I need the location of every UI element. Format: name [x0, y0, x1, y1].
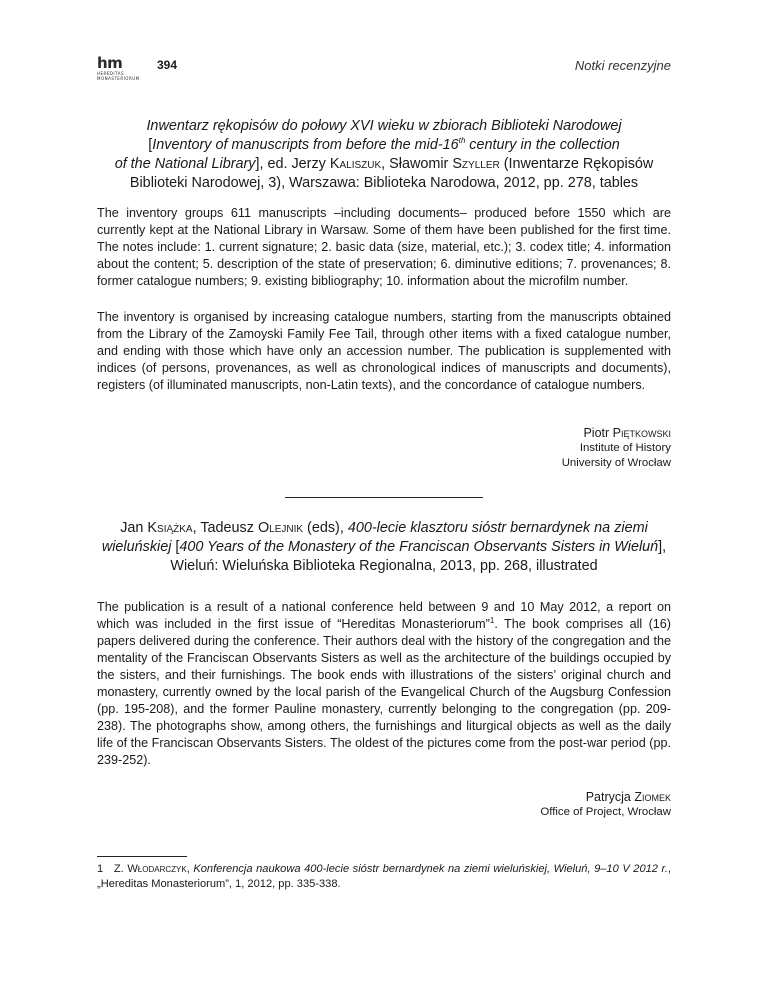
- publication-info: Wieluń: Wieluńska Biblioteka Regionalna, 2013, pp. 268, illustrated: [170, 558, 598, 574]
- series-start: (Inwentarze Rękopisów: [499, 156, 654, 172]
- footnote-author-surname: Włodarczyk: [127, 863, 187, 875]
- review1-title: [97, 117, 671, 193]
- author-first-name: Patrycja: [585, 790, 635, 804]
- page-number: 394: [157, 58, 178, 72]
- editor-intro: ], ed. Jerzy: [255, 156, 330, 172]
- affiliation-2: University of Wrocław: [561, 457, 671, 469]
- review1-paragraph-1: The inventory groups 611 manuscripts –including documents– produced before 1550 which are currently kept at the National Library in Warsaw. Some of them have been published for the first time. The notes include: 1. current signature; 2. basic data (size, material, etc.); 3. codex title; 4. information about the content; 5. description of the state of preservation; 6. diminutive editions; 7. provenances; 8. former catalogue numbers; 9. existing bibliography; 10. information about the microfilm number.: [97, 206, 671, 288]
- page-header: [97, 50, 671, 90]
- title-sup: th: [458, 136, 466, 146]
- editor-2-firstname: , Tadeusz: [192, 520, 258, 536]
- book-title: 400-lecie klasztoru sióstr bernardynek na ziemi: [347, 520, 648, 536]
- logo-mark: hm: [97, 54, 123, 72]
- author-last-name: Piętkowski: [612, 426, 671, 440]
- author-last-name: Ziomek: [634, 790, 671, 804]
- footnote-reference: 1: [489, 615, 495, 625]
- footnote-number: 1: [97, 863, 104, 875]
- bracket-open: [: [171, 539, 180, 555]
- section-title: Notki recenzyjne: [574, 58, 671, 73]
- editor-1-surname: Książka: [147, 520, 193, 536]
- logo-subtitle-2: MONASTERIORUM: [97, 76, 140, 81]
- review2-signature: [540, 790, 671, 820]
- editor-2-surname: Olejnik: [257, 520, 304, 536]
- eds-label: (eds),: [303, 520, 348, 536]
- footnote-author-initial: Z.: [113, 863, 128, 875]
- review1-title-line1: Inwentarz rękopisów do połowy XVI wieku w zbiorach Biblioteki Narodowej: [146, 118, 622, 134]
- title-translation-end: of the National Library: [114, 156, 256, 172]
- section-divider: [285, 497, 483, 498]
- review1-paragraph-2: The inventory is organised by increasing catalogue numbers, starting from the manuscripts obtained from the Library of the Zamoyski Family Fee Tail, through other items with a fixed catalogue number, and ending with those which have only an accession number. The publication is supplemented with indices (of persons, provenances, as well as chronological indices of manuscripts and documents), registers (of illuminated manuscripts, non-Latin texts), and the concordance of catalogue numbers.: [97, 310, 671, 392]
- journal-logo: [97, 56, 145, 84]
- review1-title-line4: Biblioteki Narodowej, 3), Warszawa: Biblioteka Narodowa, 2012, pp. 278, tables: [129, 175, 639, 191]
- paragraph-start: The publication is a result of a national conference held between 9 and 10 May 2012, a report on which was included in the first issue of “Hereditas Monasteriorum”: [97, 600, 671, 631]
- book-title-translation: 400 Years of the Monastery of the Franciscan Observants Sisters in Wieluń: [179, 539, 659, 555]
- footnote-title: Konferencja naukowa 400-lecie sióstr bernardynek na ziemi wieluńskiej, Wieluń, 9–10 V 2012 r.: [193, 863, 668, 875]
- bracket-open: [: [148, 137, 153, 153]
- editor-1-surname: Kaliszuk: [329, 156, 382, 172]
- footnote: [97, 862, 671, 892]
- paragraph-rest: . The book comprises all (16) papers delivered during the conference. Their authors deal with the history of the congregation and the mentality of the Franciscan Observants Sisters as well as the architecture of the buildings occupied by the sisters, and their furnishings. The book ends with illustrations of the sisters’ original church and monastery, currently owned by the local parish of the Evangelical Church of the Augsburg Confession (pp. 195-208), and the former Pauline monastery, currently belonging to the congregation (pp. 209-238). The photographs show, among others, the furnishings and liturgical objects as well as the daily life of the Franciscan Observants Sisters. The oldest of the pictures come from the post-war period (pp. 239-252).: [97, 617, 671, 767]
- editor-1-firstname: Jan: [120, 520, 148, 536]
- logo-subtitle-1: HEREDITAS: [97, 71, 125, 76]
- bracket-close: ],: [658, 539, 667, 555]
- affiliation-1: Institute of History: [579, 442, 671, 454]
- author-first-name: Piotr: [583, 426, 613, 440]
- title-translation-cont: century in the collection: [465, 137, 620, 153]
- footnote-source: , „Hereditas Monasteriorum”, 1, 2012, pp. 335-338.: [97, 863, 672, 890]
- affiliation-1: Office of Project, Wrocław: [540, 806, 671, 818]
- review2-title: [97, 519, 671, 576]
- editor-2-firstname: , Sławomir: [381, 156, 453, 172]
- footnote-rule: [97, 856, 187, 857]
- review2-paragraph: [97, 599, 671, 769]
- review1-signature: [562, 426, 671, 471]
- title-translation: Inventory of manuscripts from before the mid-16: [152, 137, 459, 153]
- editor-2-surname: Szyller: [452, 156, 500, 172]
- book-title-cont: wieluńskiej: [101, 539, 172, 555]
- footnote-sep: ,: [186, 863, 194, 875]
